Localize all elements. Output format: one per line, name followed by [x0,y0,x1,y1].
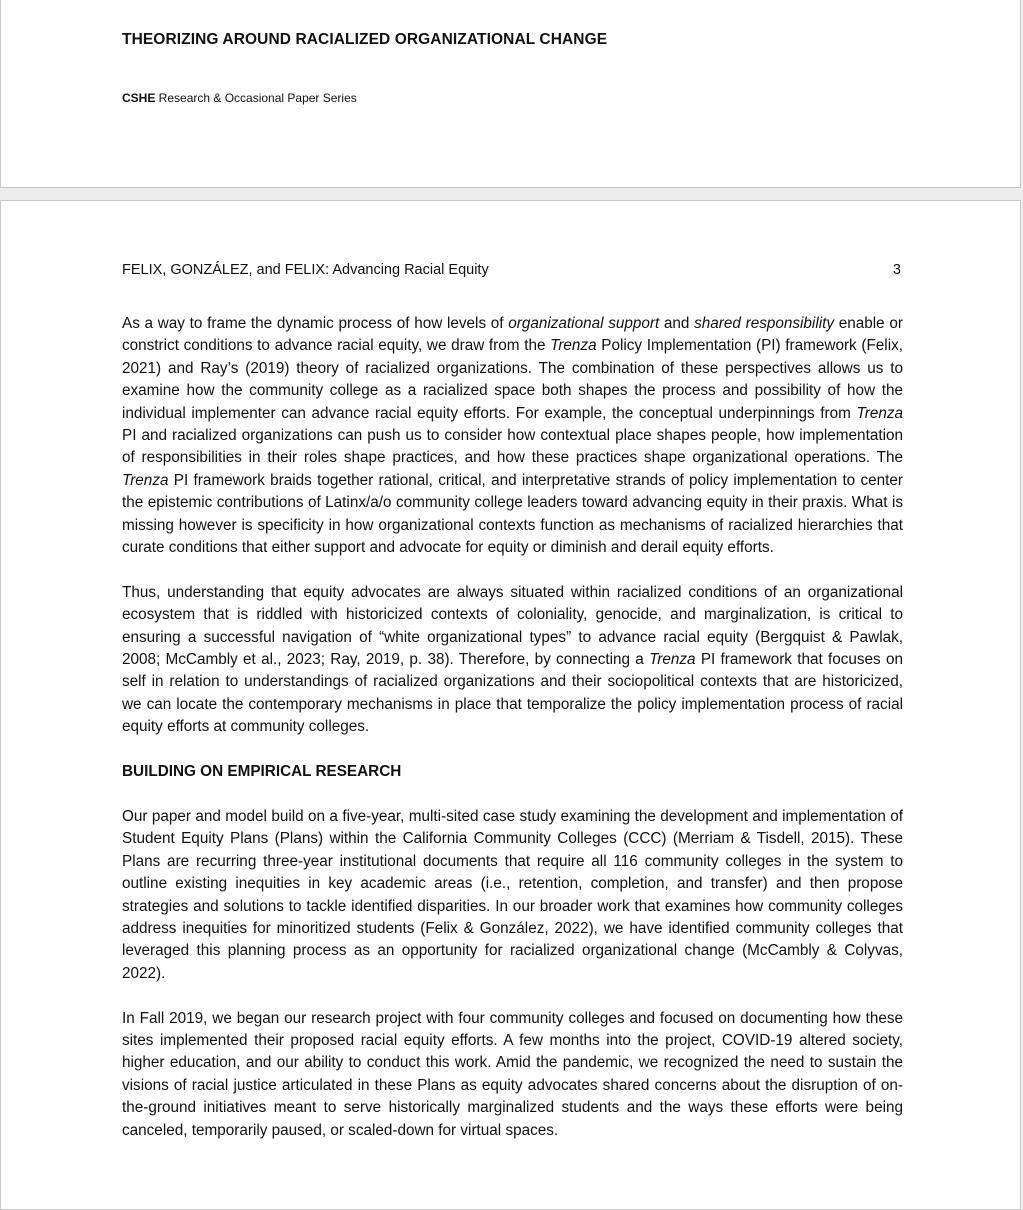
page-number: 3 [892,262,901,278]
paragraph-3: Our paper and model build on a five-year, multi-sited case study examining the development and implementation of Student Equity Plans (Plans) within the California Community Colleges (CCC) (Merriam & Tisdell, 2015). These Plans are recurring three-year institutional documents that require all 116 community colleges in the system to outline existing inequities in key academic areas (i.e., retention, completion, and transfer) and then propose strategies and solutions to tackle identified disparities. In our broader work that examines how community colleges address inequities for minoritized students (Felix & González, 2022), we have identified community colleges that leveraged this planning process as an opportunity for racialized organizational change (McCambly & Colyvas, 2022). [122,807,903,982]
paragraph-2: Thus, understanding that equity advocates are always situated within racialized conditions of an organizational ecosystem that is riddled with historicized contexts of coloniality, genocide, and marginalization, is critical to ensuring a successful navigation of “white organizational types” to advance racial equity (Bergquist & Pawlak, 2008; McCambly et al., 2023; Ray, 2019, p. 38). Therefore, by connecting a Trenza PI framework that focuses on self in relation to understandings of racialized organizations and their sociopolitical contexts that are historicized, we can locate the contemporary mechanisms in place that temporalize the policy implementation process of racial equity efforts at community colleges. [122,583,903,736]
current-page [0,200,1021,1210]
running-head: FELIX, GONZÁLEZ, and FELIX: Advancing Racial Equity [122,262,489,278]
body-text [122,313,903,1142]
series-name: Research & Occasional Paper Series [155,91,357,105]
paragraph-4: In Fall 2019, we began our research project with four community colleges and focused on documenting how these sites implemented their proposed racial equity efforts. A few months into the project, COVID-19 altered society, higher education, and our ability to conduct this work. Amid the pandemic, we recognized the need to sustain the visions of racial justice articulated in these Plans as equity advocates shared concerns about the disruption of on-the-ground initiatives meant to serve historically marginalized students and the ways these efforts were being canceled, temporarily paused, or scaled-down for virtual spaces. [122,1009,903,1139]
paragraph-1: As a way to frame the dynamic process of how levels of organizational support and shared responsibility enable or constrict conditions to advance racial equity, we draw from the Trenza Policy Implementation (PI) framework (Felix, 2021) and Ray’s (2019) theory of racialized organizations. The combination of these perspectives allows us to examine how the community college as a racialized space both shapes the process and possibility of how the individual implementer can advance racial equity efforts. For example, the conceptual underpinnings from Trenza PI and racialized organizations can push us to consider how contextual place shapes people, how implementation of responsibilities in their roles shape practices, and how these practices shape organizational operations. The Trenza PI framework braids together rational, critical, and interpretative strands of policy implementation to center the epistemic contributions of Latinx/a/o community college leaders toward advancing equity in their praxis. What is missing however is specificity in how organizational contexts function as mechanisms of racialized hierarchies that curate conditions that either support and advocate for equity or diminish and derail equity efforts. [122,315,903,557]
previous-page [0,0,1021,188]
section-heading: BUILDING ON EMPIRICAL RESEARCH [122,763,402,781]
page-title: THEORIZING AROUND RACIALIZED ORGANIZATIONAL CHANGE [122,31,608,48]
series-line [122,91,357,105]
series-abbrev: CSHE [122,91,156,105]
